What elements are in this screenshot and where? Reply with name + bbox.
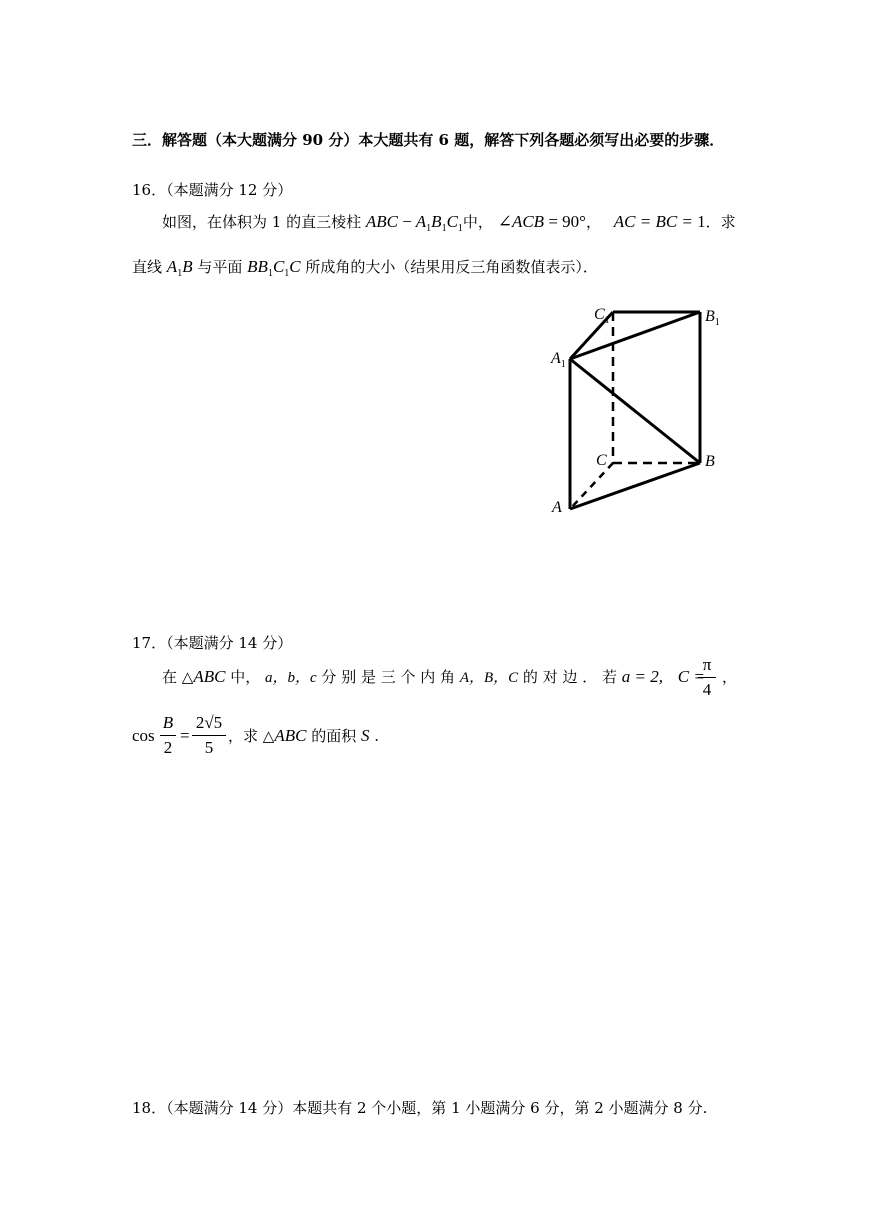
- fraction-b-over-2: B 2: [160, 713, 176, 758]
- q17-cos: cos: [132, 726, 155, 745]
- line-a1b: $A_1B$: [166, 257, 193, 279]
- label-a: A: [552, 499, 562, 516]
- q16-header: [132, 180, 292, 200]
- q16-line2: 直线 $A_1B$ 与平面 $BB_1C_1C$ 所成角的大小（结果用反三角函数值表示）．: [132, 257, 598, 279]
- q17-score: （本题满分 14 分）: [166, 634, 293, 652]
- q17-number: 17．: [132, 634, 167, 652]
- q18-header: [132, 1098, 707, 1118]
- q18-score: （本题满分 14 分）本题共有 2 个小题，第 1 小题满分 6 分，第 2 小题满分 8 分.: [166, 1099, 708, 1117]
- q17-line2: ，求 △ABC 的面积 S .: [228, 726, 380, 745]
- q17-line1-end: ，: [722, 668, 738, 686]
- side-condition: AC = BC = 1: [613, 212, 706, 231]
- section-heading: 三．解答题（本大题满分 90 分）本大题共有 6 题，解答下列各题必须写出必要的步骤．: [132, 131, 725, 149]
- q17-header: [132, 633, 292, 653]
- label-b1: $B_1$: [705, 308, 720, 328]
- q17-line1: 在 △ABC 中， a，b，c 分 别 是 三 个 内 角 A，B，C 的 对 边 ． 若 a = 2, C =: [162, 667, 705, 686]
- label-c: C: [596, 452, 607, 469]
- prism-name: ABC − $A_1B_1C_1$: [365, 212, 463, 234]
- prism-figure: [540, 298, 740, 523]
- label-b: B: [705, 453, 715, 470]
- label-c1: $C_1$: [594, 306, 610, 326]
- q18-number: 18．: [132, 1099, 167, 1117]
- fraction-2root5-over-5: 2√5 5: [192, 713, 226, 758]
- plane-bb1c1c: $BB_1C_1C$: [247, 257, 301, 279]
- fraction-pi-over-4: π 4: [698, 655, 716, 700]
- q16-score: （本题满分 12 分）: [166, 181, 293, 199]
- q17-equals: =: [180, 726, 190, 745]
- edge-a1-b: [570, 359, 700, 463]
- angle-condition: ∠ACB = 90°: [497, 212, 586, 231]
- label-a1: $A_1$: [551, 350, 566, 370]
- edge-a-b: [570, 463, 700, 509]
- q16-number: 16．: [132, 181, 167, 199]
- q16-line1: 如图，在体积为 1 的直三棱柱 ABC − $A_1B_1C_1$中， ∠ACB = 90°， AC = BC = 1．求: [162, 212, 736, 234]
